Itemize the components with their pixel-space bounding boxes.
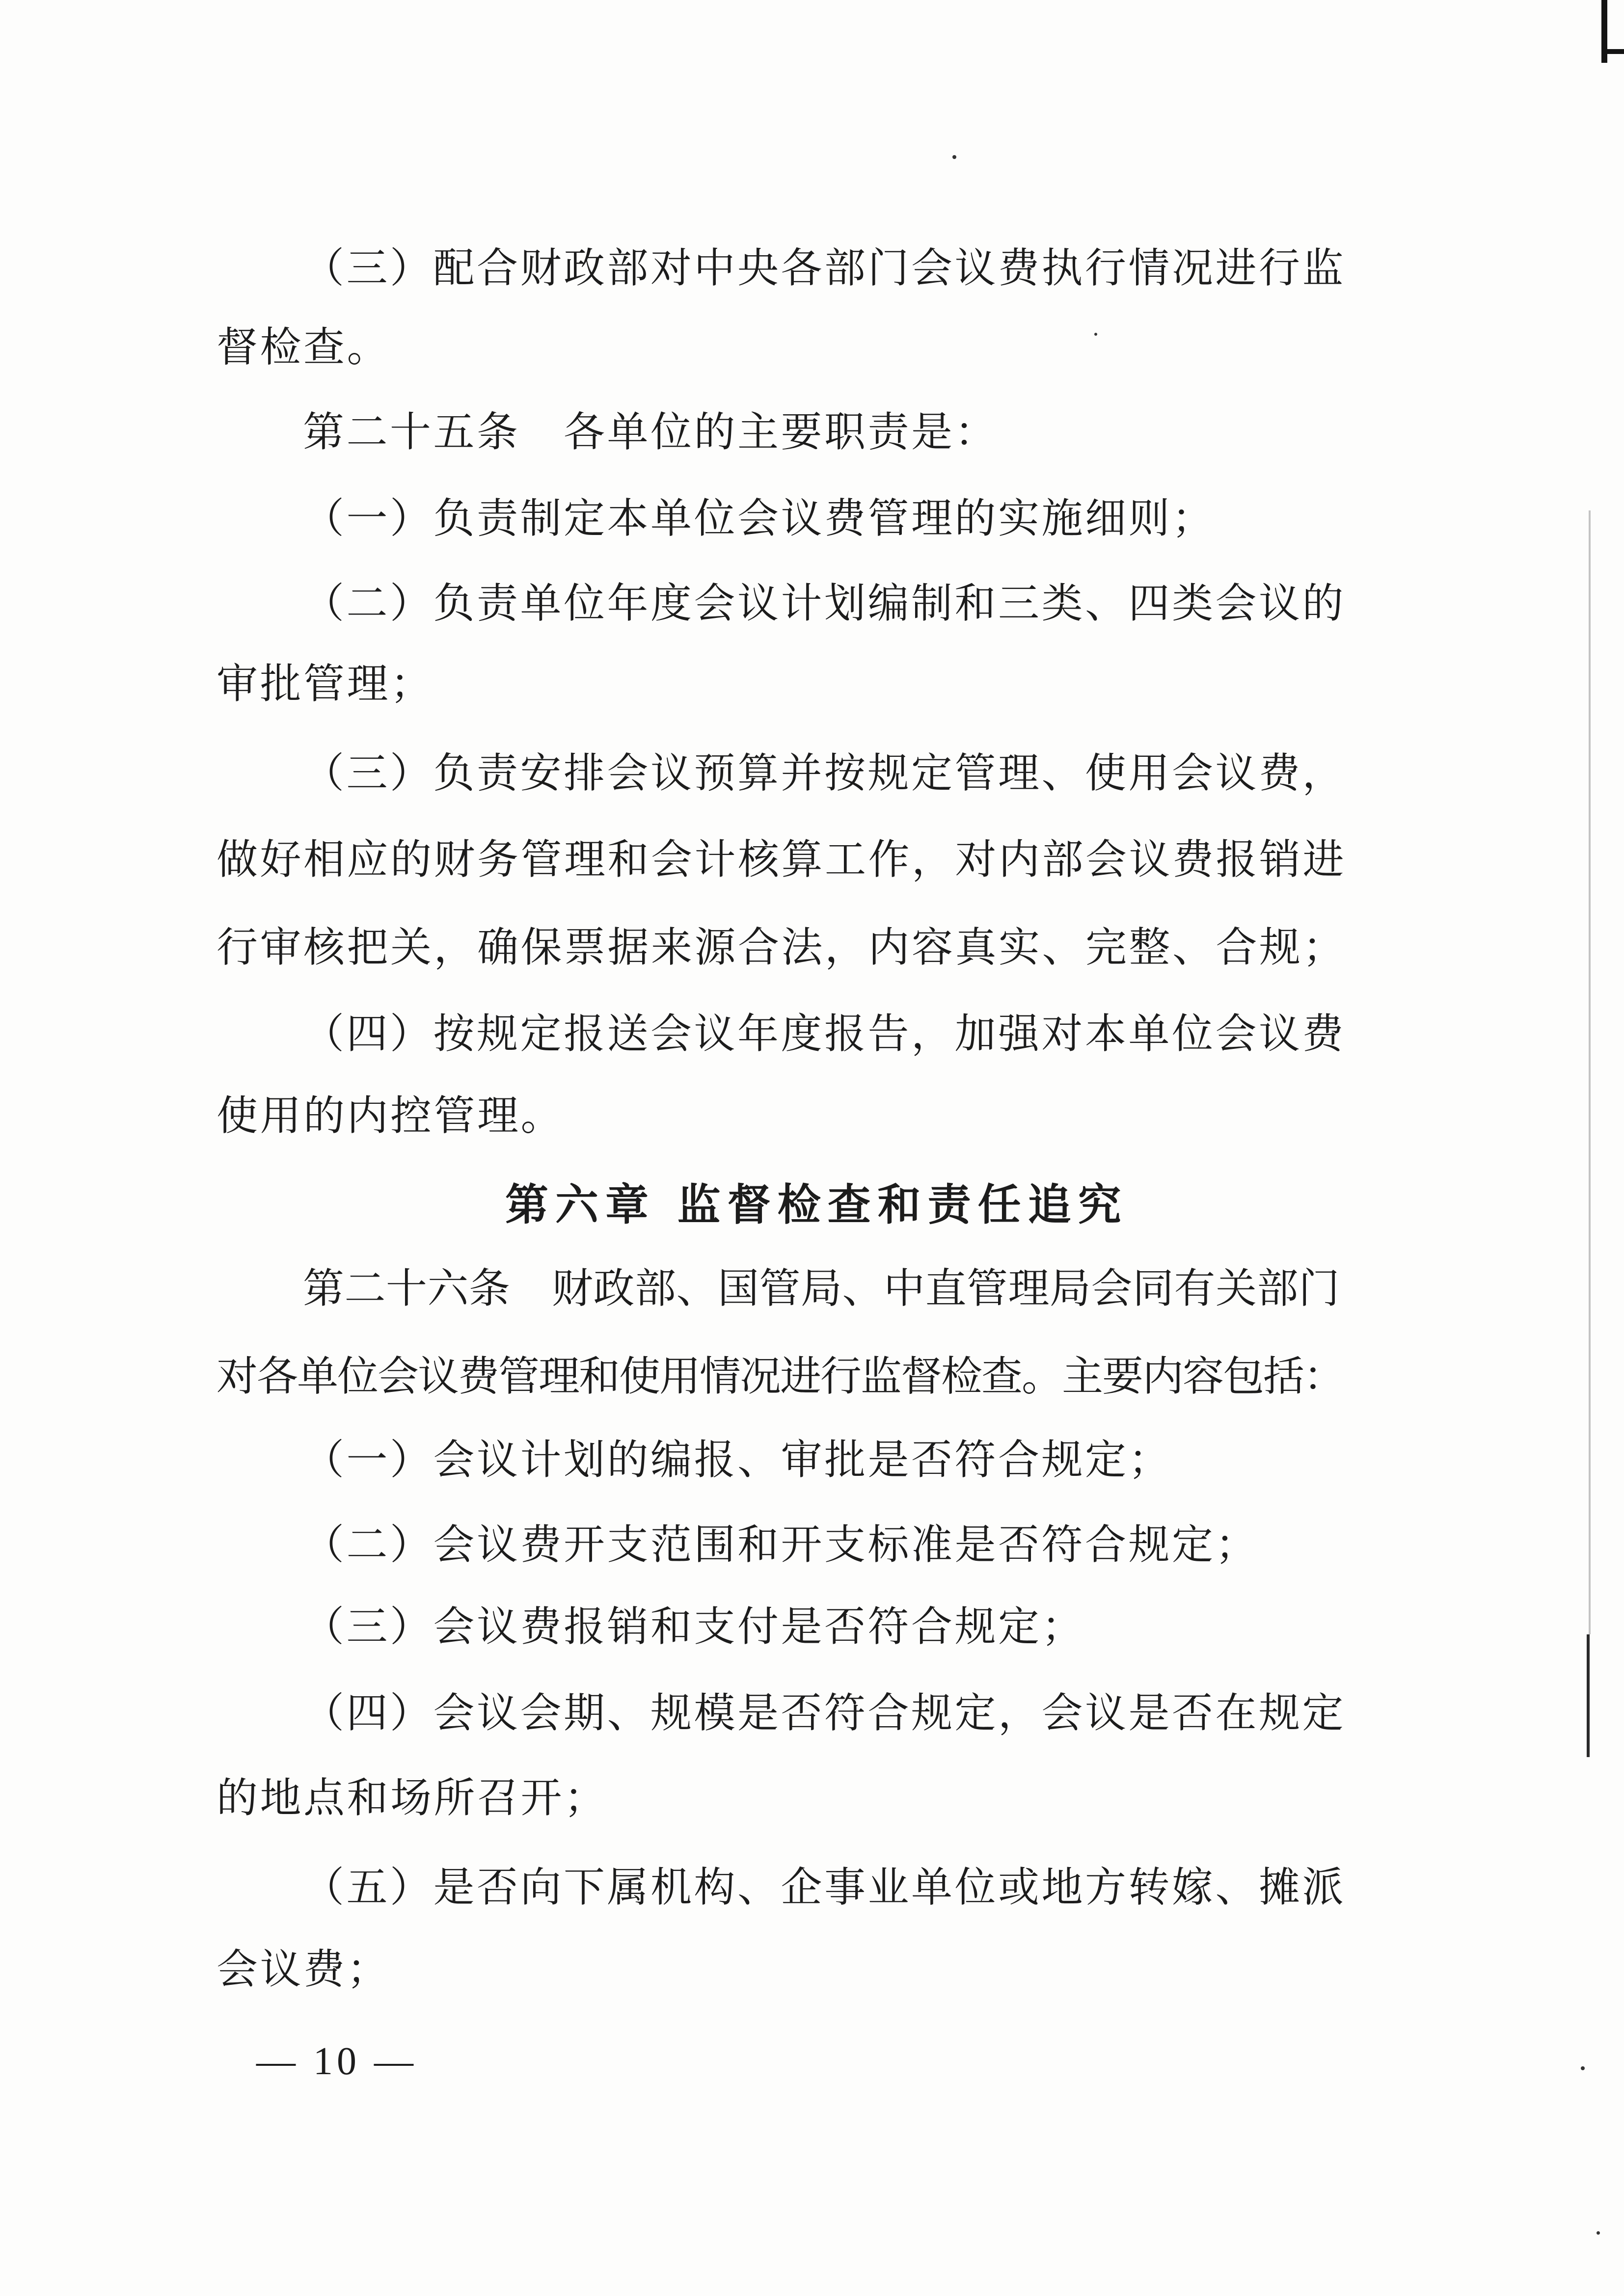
text-line: （四）按规定报送会议年度报告，加强对本单位会议费 <box>303 1010 1346 1058</box>
text-line: （五）是否向下属机构、企事业单位或地方转嫁、摊派 <box>303 1863 1346 1911</box>
text-line: 做好相应的财务管理和会计核算工作，对内部会议费报销进 <box>217 835 1347 883</box>
text-line: 使用的内控管理。 <box>217 1092 565 1140</box>
text-line: （一）会议计划的编报、审批是否符合规定； <box>303 1436 1172 1484</box>
scan-corner-mark <box>1601 49 1624 54</box>
text-line: 会议费； <box>217 1945 391 1993</box>
text-line: 督检查。 <box>217 323 391 371</box>
text-line: 审批管理； <box>217 660 434 708</box>
text-line: （三）配合财政部对中央各部门会议费执行情况进行监 <box>303 244 1346 292</box>
text-line: （三）会议费报销和支付是否符合规定； <box>303 1602 1085 1651</box>
scan-speck <box>1094 333 1097 336</box>
text-line: （二）会议费开支范围和开支标准是否符合规定； <box>303 1521 1259 1569</box>
text-line: （三）负责安排会议预算并按规定管理、使用会议费， <box>303 749 1346 797</box>
text-line: 对各单位会议费管理和使用情况进行监督检查。主要内容包括： <box>217 1352 1344 1400</box>
text-line: 第二十五条 各单位的主要职责是： <box>303 408 999 456</box>
chapter-heading: 第六章 监督检查和责任追究 <box>505 1179 1128 1230</box>
scan-speck <box>1597 2231 1600 2235</box>
text-line: （四）会议会期、规模是否符合规定，会议是否在规定 <box>303 1689 1346 1737</box>
text-line: （一）负责制定本单位会议费管理的实施细则； <box>303 494 1216 542</box>
text-line: 第二十六条 财政部、国管局、中直管理局会同有关部门 <box>303 1264 1340 1312</box>
text-line: 行审核把关，确保票据来源合法，内容真实、完整、合规； <box>217 923 1347 971</box>
scan-edge-line <box>1587 1634 1590 1757</box>
scan-speck <box>952 155 956 159</box>
page-number: — 10 — <box>256 2040 417 2083</box>
text-line: 的地点和场所召开； <box>217 1774 608 1822</box>
text-line: （二）负责单位年度会议计划编制和三类、四类会议的 <box>303 579 1346 627</box>
scan-edge-line <box>1589 510 1591 1634</box>
scan-speck <box>1581 2066 1585 2070</box>
